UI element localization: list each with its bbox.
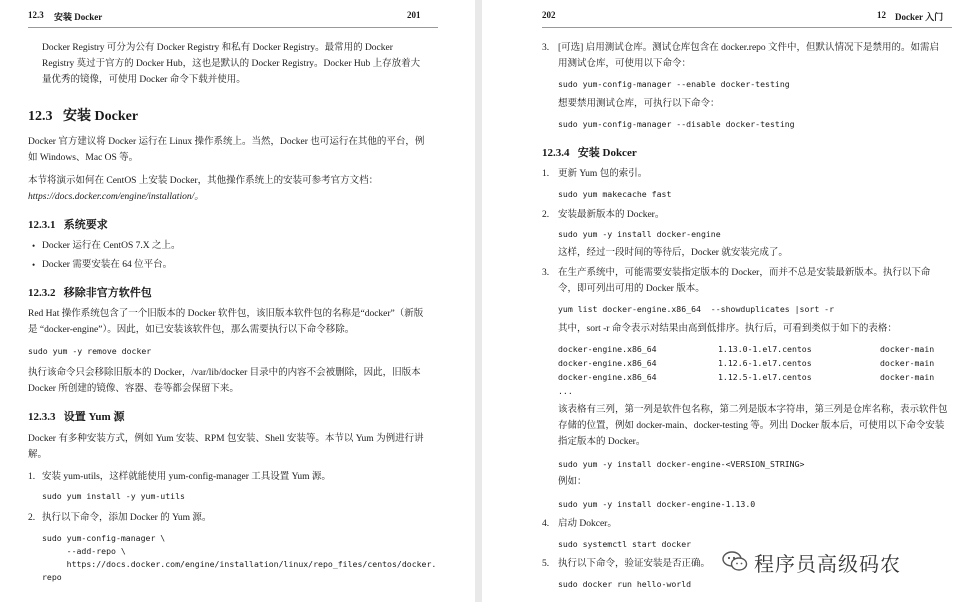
section-number: 12.3	[28, 109, 53, 124]
bullet-icon: •	[32, 260, 36, 270]
page-gutter	[475, 0, 482, 602]
right-running-header	[482, 10, 957, 24]
wechat-icon	[722, 550, 748, 572]
table-cell: docker-main	[880, 344, 935, 354]
watermark-text: 程序员高级码农	[754, 552, 901, 576]
code-list-versions: yum list docker-engine.x86_64 --showduplicates |sort -r	[558, 304, 835, 314]
step-number: 1.	[542, 169, 550, 179]
step-text: 安装 yum-utils，这样就能使用 yum-config-manager 工具设置 Yum 源。	[42, 472, 331, 482]
header-rule	[28, 27, 438, 28]
subsection-number: 12.3.3	[28, 411, 56, 423]
header-section-title: 安装 Docker	[54, 12, 103, 22]
step-number: 2.	[542, 210, 550, 220]
section-heading-12-3-4	[542, 146, 942, 160]
table-cell: 1.12.5-1.el7.centos	[718, 372, 812, 382]
step-text: 执行以下命令，添加 Docker 的 Yum 源。	[42, 513, 212, 523]
page-number: 201	[407, 10, 421, 20]
table-cell: docker-engine.x86_64	[558, 358, 657, 368]
table-cell: docker-main	[880, 358, 935, 368]
step-text: 在生产系统中，可能需要安装指定版本的 Docker，而并不总是安装最新版本。执行以下命令，即可列出可用的 Docker 版本。	[558, 268, 931, 294]
code-remove-docker: sudo yum -y remove docker	[28, 346, 152, 356]
step-number: 3.	[542, 43, 550, 53]
remove-paragraph: Red Hat 操作系统包含了一个旧版本的 Docker 软件包，该旧版本软件包的名称是“docker”（新版是 “docker-engine”）。因此，如已安装该软件包，那么需要执行以下命令移除。	[28, 309, 424, 335]
remove-note-paragraph: 执行该命令只会移除旧版本的 Docker，/var/lib/docker 目录中的内容不会被删除，因此，旧版本 Docker 所创建的镜像、容器、卷等都会保留下来。	[28, 368, 421, 394]
subsection-number: 12.3.4	[542, 147, 570, 159]
code-enable-testing: sudo yum-config-manager --enable docker-testing	[558, 79, 790, 89]
install-paragraph: Docker 官方建议将 Docker 运行在 Linux 操作系统上。当然，Docker 也可运行在其他的平台，例如 Windows、Mac OS 等。	[28, 137, 425, 163]
section-title: 安装 Docker	[63, 109, 139, 124]
code-install-example: sudo yum -y install docker-engine-1.13.0	[558, 499, 756, 509]
header-rule	[542, 27, 952, 28]
requirement-item: Docker 运行在 CentOS 7.X 之上。	[42, 241, 181, 251]
header-section-number: 12.3	[28, 10, 44, 20]
subsection-title: 系统要求	[63, 219, 108, 231]
subsection-number: 12.3.2	[28, 287, 56, 299]
table-cell: docker-engine.x86_64	[558, 344, 657, 354]
step-number: 4.	[542, 519, 550, 529]
requirement-item: Docker 需要安装在 64 位平台。	[42, 260, 173, 270]
table-cell: docker-engine.x86_64	[558, 372, 657, 382]
subsection-number: 12.3.1	[28, 219, 56, 231]
code-install-version: sudo yum -y install docker-engine-<VERSION_STRING>	[558, 459, 805, 469]
code-start-docker: sudo systemctl start docker	[558, 539, 692, 549]
step-text: 安装最新版本的 Docker。	[558, 210, 665, 220]
step-text: 执行以下命令，验证安装是否正确。	[558, 559, 711, 569]
code-install-engine: sudo yum -y install docker-engine	[558, 229, 721, 239]
step-text: 想要禁用测试仓库，可执行以下命令：	[558, 99, 720, 109]
step-number: 2.	[28, 513, 36, 523]
section-heading-12-3-2	[28, 286, 428, 300]
table-ellipsis: ...	[558, 386, 573, 396]
step-text: 该表格有三列，第一列是软件包名称，第二列是版本字符串，第三列是仓库名称，表示软件包存储的位置，例如 docker-main、docker-testing 等。列出 Docker 版本后，可使用以下命令安装指定版本的 Docker。	[558, 405, 948, 447]
step-text: 例如：	[558, 477, 587, 487]
docs-link[interactable]: https://docs.docker.com/engine/installation/。	[28, 192, 204, 202]
header-chapter-title: Docker 入门	[895, 12, 944, 22]
subsection-title: 设置 Yum 源	[63, 411, 125, 423]
step-text: 更新 Yum 包的索引。	[558, 169, 648, 179]
code-install-yum-utils: sudo yum install -y yum-utils	[42, 491, 185, 501]
page-number: 202	[542, 10, 556, 20]
step-number: 1.	[28, 472, 36, 482]
section-heading-12-3-3	[28, 410, 428, 424]
code-hello-world: sudo docker run hello-world	[558, 579, 692, 589]
centos-paragraph	[28, 173, 426, 205]
step-number: 5.	[542, 559, 550, 569]
subsection-title: 移除非官方软件包	[63, 287, 152, 299]
section-heading-12-3	[28, 108, 428, 126]
section-heading-12-3-1	[28, 218, 428, 232]
subsection-title: 安装 Dokcer	[577, 147, 637, 159]
code-disable-testing: sudo yum-config-manager --disable docker-testing	[558, 119, 795, 129]
step-text: [可选] 启用测试仓库。测试仓库包含在 docker.repo 文件中，但默认情况下是禁用的。如需启用测试仓库，可使用以下命令：	[558, 43, 940, 69]
code-add-repo: sudo yum-config-manager \ --add-repo \ https://docs.docker.com/engine/installation/linux/repo_files/centos/docker. repo	[42, 533, 437, 582]
left-page	[0, 0, 475, 602]
versions-table	[558, 342, 948, 402]
step-number: 3.	[542, 268, 550, 278]
code-makecache: sudo yum makecache fast	[558, 189, 672, 199]
header-chapter-number: 12	[877, 10, 886, 20]
right-page	[482, 0, 957, 602]
step-text: 启动 Dokcer。	[558, 519, 617, 529]
step-text: 这样，经过一段时间的等待后，Docker 就安装完成了。	[558, 248, 788, 258]
left-running-header	[0, 10, 475, 24]
step-text: 其中，sort -r 命令表示对结果由高到低排序。执行后，可看到类似于如下的表格：	[558, 324, 897, 334]
yum-intro-paragraph: Docker 有多种安装方式，例如 Yum 安装、RPM 包安装、Shell 安装等。本节以 Yum 为例进行讲解。	[28, 434, 424, 460]
table-cell: docker-main	[880, 372, 935, 382]
table-cell: 1.13.0-1.el7.centos	[718, 344, 812, 354]
intro-paragraph: Docker Registry 可分为公有 Docker Registry 和私有 Docker Registry。最常用的 Docker Registry 莫过于官方的 Docker Hub，这也是默认的 Docker Registry。Docker Hub 上存放着大量优秀的镜像，可使用 Docker 命令下载并使用。	[42, 43, 421, 85]
table-cell: 1.12.6-1.el7.centos	[718, 358, 812, 368]
bullet-icon: •	[32, 241, 36, 251]
centos-paragraph-text: 本节将演示如何在 CentOS 上安装 Docker，其他操作系统上的安装可参考官方文档：	[28, 176, 379, 186]
